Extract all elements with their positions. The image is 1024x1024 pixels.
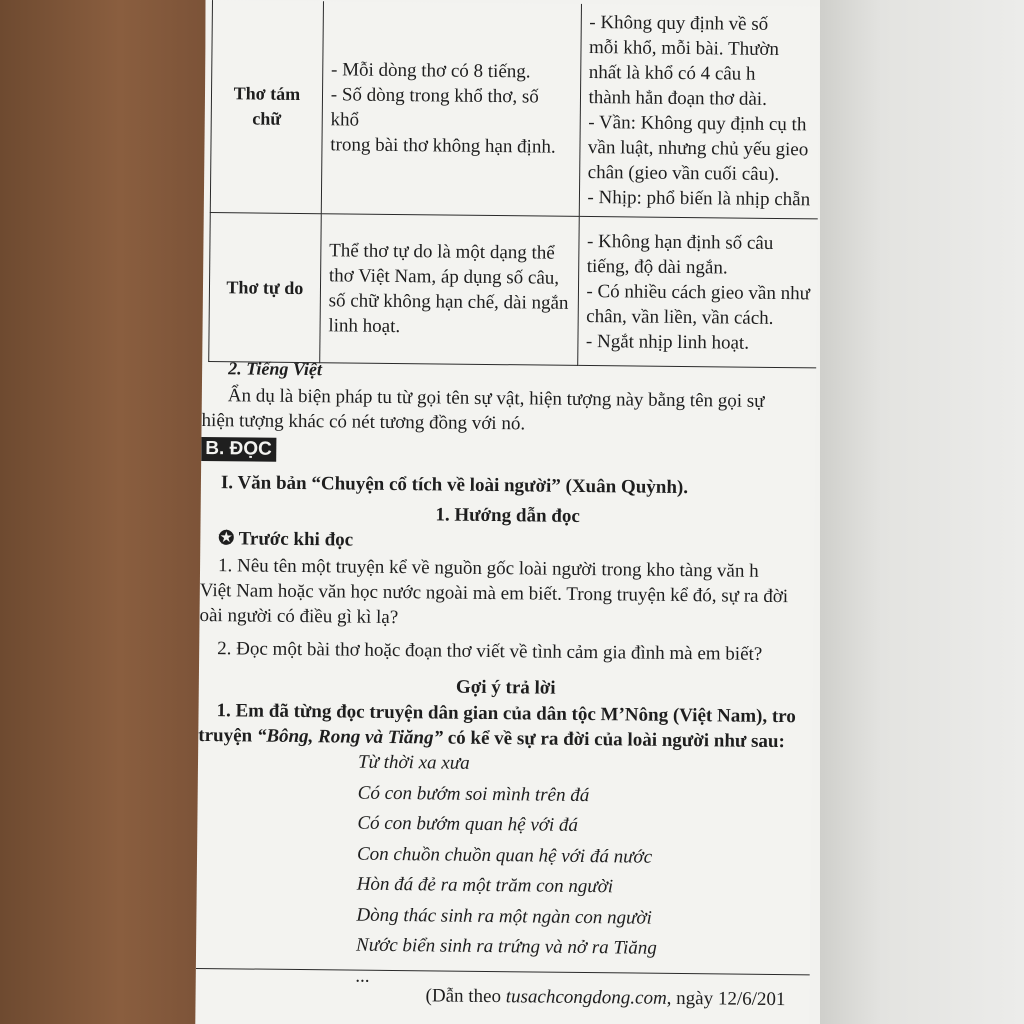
- table-cell-definition: - Mỗi dòng thơ có 8 tiếng. - Số dòng trong khổ thơ, số khổ trong bài thơ không hạn định.: [321, 0, 581, 216]
- answer-line-2: truyện “Bông, Rong và Tiăng” có kể về sự ra đời của loài người như sau:: [198, 724, 786, 753]
- section-heading-doc: B. ĐỌC: [201, 437, 276, 462]
- table-row: [209, 213, 820, 368]
- metaphor-definition: Ẩn dụ là biện pháp tu từ gọi tên sự vật, hiện tượng này bằng tên gọi sự hiện tượng khác có nét tương đồng với nó.: [201, 385, 765, 435]
- table-cell-features: - Không hạn định số câu tiếng, độ dài ngắn. - Có nhiều cách gieo vần như chân, vần liền, vần cách. - Ngắt nhịp linh hoạt.: [577, 216, 819, 368]
- answer-1: 1. Em đã từng đọc truyện dân gian của dân tộc M’Nông (Việt Nam), tro truyện “Bông, Rong và Tiăng” có kể về sự ra đời của loài người như sau:: [198, 698, 812, 754]
- guide-title: 1. Hướng dẫn đọc: [435, 504, 580, 527]
- tieng-viet-title: 2. Tiếng Việt: [228, 358, 323, 380]
- table-cell-features: - Không quy định về số mỗi khổ, mỗi bài. Thườn nhất là khổ có 4 câu h thành hẳn đoạn thơ dài. - Vần: Không quy định cụ th vần luật, nhưng chủ yếu gieo chân (gieo vần cuối câu). - Nhịp: phổ biến là nhịp chẵn: [579, 2, 820, 219]
- answer-title: Gợi ý trả lời: [455, 676, 556, 699]
- book-page: [195, 0, 820, 1024]
- poetry-comparison-table: [208, 0, 820, 368]
- question-2: 2. Đọc một bài thơ hoặc đoạn thơ viết về tình cảm gia đình mà em biết?: [217, 638, 763, 665]
- table-cell-poem-type: Thơ tám chữ: [210, 0, 323, 214]
- next-page-edge: [820, 0, 1024, 1024]
- source-citation: (Dẫn theo tusachcongdong.com, ngày 12/6/201: [425, 985, 786, 1011]
- question-1: 1. Nêu tên một truyện kể về nguồn gốc loài người trong kho tàng văn h Việt Nam hoặc văn học nước ngoài mà em biết. Trong truyện kể đó, sự ra đời oài người có điều gì kì lạ?: [199, 555, 789, 629]
- table-cell-poem-type: Thơ tự do: [209, 213, 321, 363]
- poem-excerpt: Từ thời xa xưa Có con bướm soi mình trên đá Có con bướm quan hệ với đá Con chuồn chuồn quan hệ với đá nước Hòn đá đẻ ra một trăm con người Dòng thác sinh ra một ngàn con người Nước biển sinh ra trứng và nở ra Tiăng ...: [355, 751, 657, 987]
- table-row: [210, 0, 820, 219]
- table-cell-definition: Thể thơ tự do là một dạng thể thơ Việt Nam, áp dụng số câu, số chữ không hạn chế, dài ngắn linh hoạt.: [320, 214, 579, 366]
- text-title: I. Văn bản “Chuyện cổ tích về loài người” (Xuân Quỳnh).: [220, 472, 689, 499]
- before-reading-title: ✪ Trước khi đọc: [218, 528, 354, 551]
